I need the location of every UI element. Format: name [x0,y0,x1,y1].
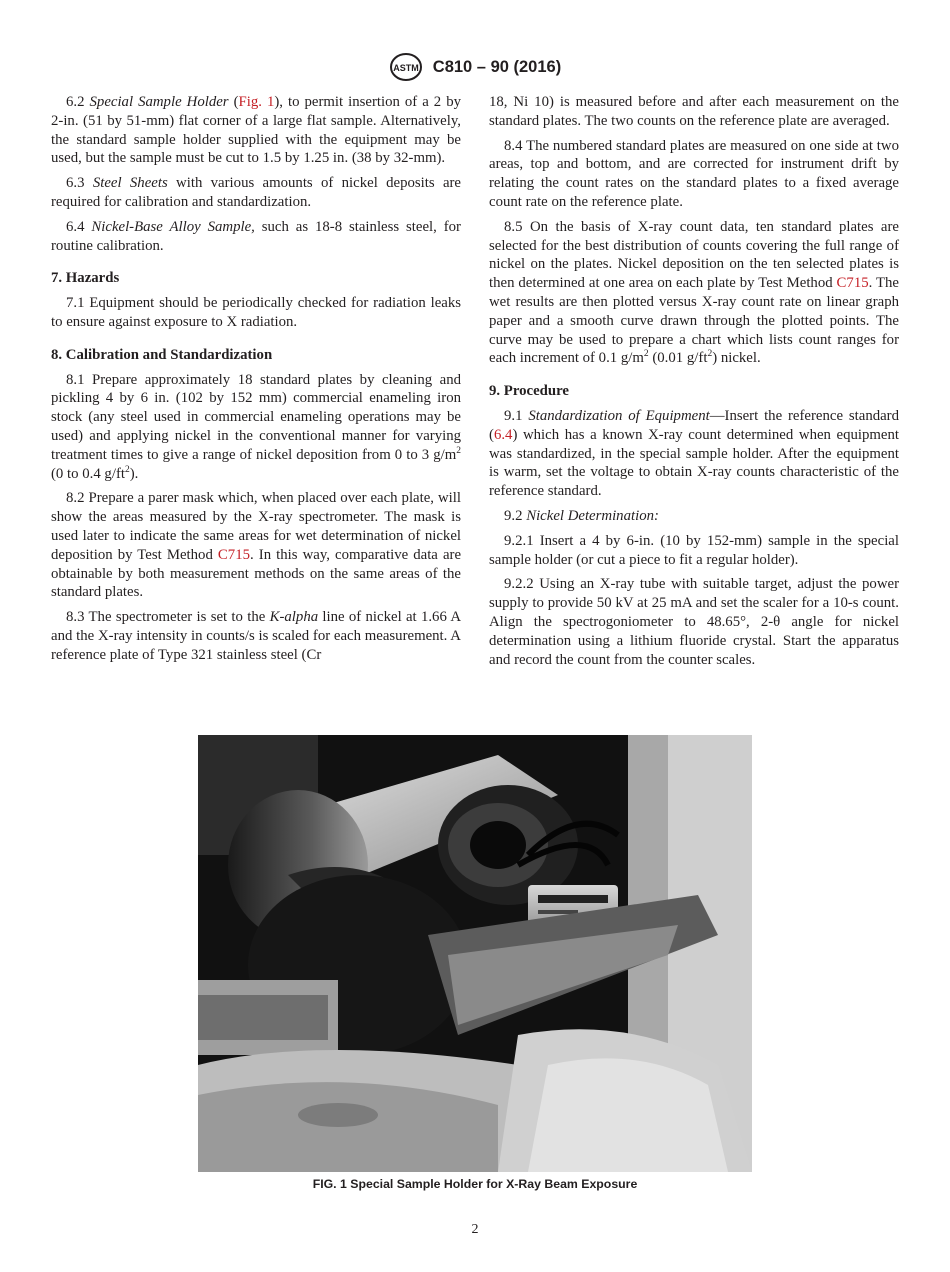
sample-holder-photo [198,735,752,1172]
section-6-4-link[interactable]: 6.4 [493,426,513,443]
left-column [51,93,461,671]
paragraph-6-4: 6.4 Nickel-Base Alloy Sample, such as 18-8 stainless steel, for routine calibration. [51,218,461,254]
c715-link[interactable]: C715 [217,546,250,563]
paragraph-9-2: 9.2 Nickel Determination: [504,507,659,524]
svg-text:ASTM: ASTM [393,63,419,73]
right-column [489,93,899,675]
paragraph-7-1: 7.1 Equipment should be periodically checked for radiation leaks to ensure against exposure to X radiation. [51,295,461,330]
page-number: 2 [471,1222,479,1237]
section-heading-procedure: 9. Procedure [489,383,569,400]
c715-link[interactable]: C715 [836,275,869,292]
paragraph-8-3-continued: 18, Ni 10) is measured before and after each measurement on the standard plates. The two counts on the reference plate are averaged. [489,94,899,129]
page-header [0,52,950,82]
paragraph-6-2: 6.2 Special Sample Holder (Fig. 1), to permit insertion of a 2 by 2-in. (51 by 51-mm) flat corner of a large flat sample. Alternatively, the standard sample holder supplied with the equipment may be used, but the sample must be cut to 1.5 by 1.25 in. (38 by 32-mm). [51,94,461,167]
section-heading-hazards: 7. Hazards [51,270,120,287]
paragraph-9-2-1: 9.2.1 Insert a 4 by 6-in. (10 by 152-mm) sample in the special sample holder (or cut a piece to fit a regular holder). [489,532,899,568]
paragraph-6-3: 6.3 Steel Sheets with various amounts of nickel deposits are required for calibration and standardization. [51,175,462,210]
paragraph-8-2: 8.2 Prepare a parer mask which, when placed over each plate, will show the areas measured by the X-ray spectrometer. The mask is used later to indicate the same areas for wet determination of nickel deposition by Test Method C715. In this way, comparative data are obtainable by both measurement methods on the same areas of the standard plates. [51,490,462,601]
paragraph-9-1: 9.1 Standardization of Equipment—Insert the reference standard (6.4) which has a known X-ray count determined when equipment was standardized, in the special sample holder. After the equipment is warm, set the voltage to obtain X-ray counts characteristic of the reference standard. [489,407,900,500]
photo-illustration [198,735,752,1172]
section-heading-calibration: 8. Calibration and Standardization [51,346,273,363]
paragraph-9-2-2: 9.2.2 Using an X-ray tube with suitable target, adjust the power supply to provide 50 kV at 25 mA and set the scaler for a 10-s count. Align the spectrogoniometer to 48.65°, 2-θ angle for nickel determination using a lithium fluoride crystal. Start the apparatus and record the count from the counter scales. [489,576,899,668]
fig-1-link[interactable]: Fig. 1 [238,94,275,110]
paragraph-8-4: 8.4 The numbered standard plates are measured on one side at two areas, top and bottom, and are corrected for instrument drift by relating the count rates on the standard plates to a fixed average count rate on the reference plate. [489,137,899,210]
paragraph-8-3: 8.3 The spectrometer is set to the K-alpha line of nickel at 1.66 A and the X-ray intensity in counts/s is scaled for each measurement. A reference plate of Type 321 stainless steel (Cr [51,609,462,663]
astm-logo-icon [389,52,423,82]
figure-caption: FIG. 1 Special Sample Holder for X-Ray Beam Exposure [312,1177,638,1191]
paragraph-8-5: 8.5 On the basis of X-ray count data, ten standard plates are selected for the best distribution of counts covering the full range of nickel on the plates. Nickel deposition on the ten selected plates is then determined at one area on each plate by Test Method C715. The wet results are then plotted versus X-ray count rate on linear graph paper and a smooth curve drawn through the plotted points. The curve may be used to prepare a chart which lists count ranges for each increment of 0.1 $g/m^2$ (0.01 $g/ft^2$) nickel. [489,218,899,367]
document-designation: C810 – 90 (2016) [432,57,562,76]
paragraph-8-1: 8.1 Prepare approximately 18 standard plates by cleaning and pickling 4 by 6 in. (102 by 152 mm) commercial enameling iron stock (any steel used in commercial enameling operations may be used) and applying nickel in the conventional manner for varying treatment times to give a range of nickel deposition from 0 to 3 $g/m^2$ (0 to 0.4 $g/ft^2$). [51,371,461,482]
